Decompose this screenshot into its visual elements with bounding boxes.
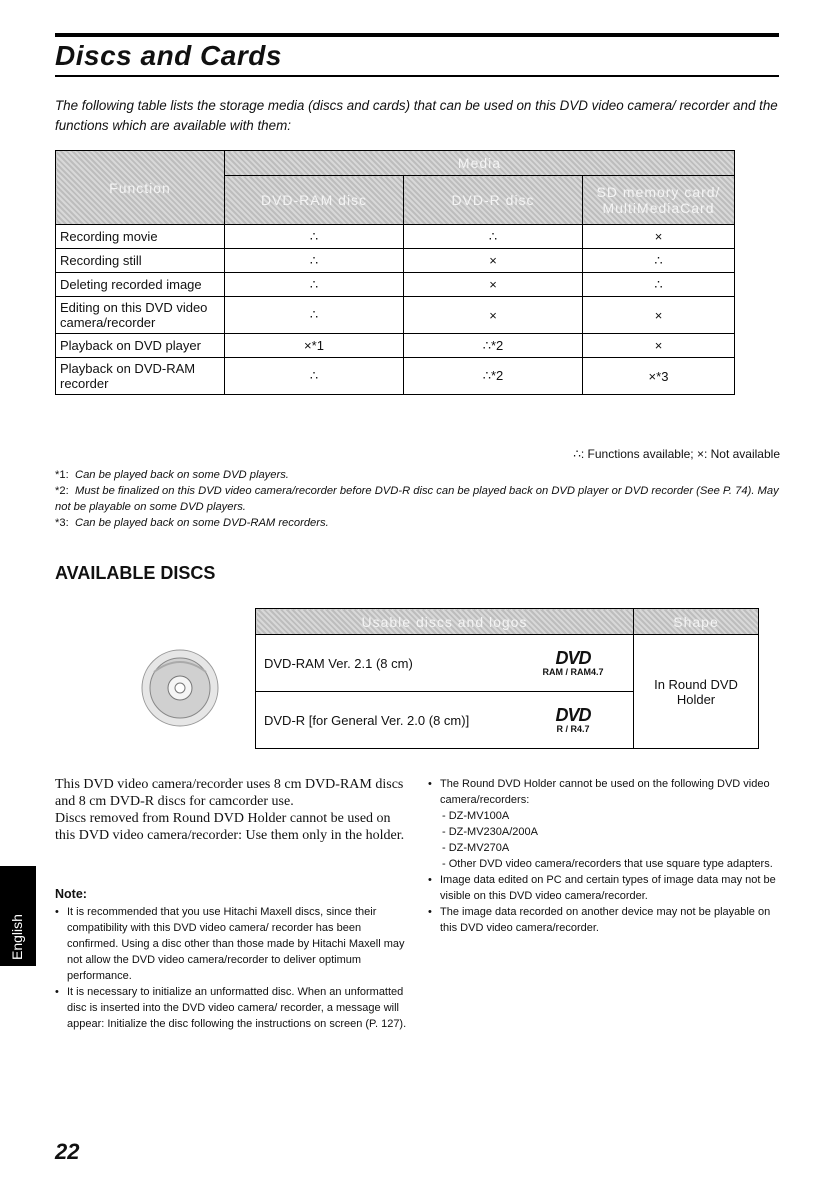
- notes-right: [428, 776, 783, 936]
- r-cell: ×: [404, 273, 583, 297]
- sd-cell: ×: [583, 334, 735, 358]
- table-row: [56, 249, 735, 273]
- logo-text: DVD: [555, 705, 591, 725]
- section-title: AVAILABLE DISCS: [55, 563, 216, 583]
- model-item: - DZ-MV270A: [442, 842, 510, 854]
- sd-cell: ∴: [583, 249, 735, 273]
- list-item: • It is recommended that you use Hitachi Maxell discs, since their compatibility with this DVD video camera/ recorder has been confirmed. Using a disc other than those made by Hitachi Maxell may not allow the DVD video camera/recorder to deliver optimum performance.: [55, 904, 407, 984]
- note-heading: Note:: [55, 887, 87, 901]
- model-item: - Other DVD video camera/recorders that use square type adapters.: [442, 858, 773, 870]
- header-function: Function: [56, 151, 225, 225]
- footnote: [55, 515, 785, 531]
- logo-text: DVD: [555, 648, 591, 668]
- dvd-r-logo-icon: [513, 692, 634, 749]
- ram-cell: ×*1: [225, 334, 404, 358]
- model-item: - DZ-MV100A: [442, 810, 510, 822]
- available-discs-table: [255, 608, 759, 749]
- table-row: [56, 273, 735, 297]
- notes-left: [55, 904, 407, 1032]
- language-tab: [0, 866, 36, 966]
- page-title: Discs and Cards: [55, 40, 282, 71]
- disc-name: DVD-R [for General Ver. 2.0 (8 cm)]: [256, 692, 514, 749]
- list-item: • The image data recorded on another device may not be playable on this DVD video camera/recorder.: [428, 904, 783, 936]
- model-item: - DZ-MV230A/200A: [442, 826, 538, 838]
- r-cell: ×: [404, 249, 583, 273]
- table-row: [256, 635, 759, 692]
- function-cell: Editing on this DVD video camera/recorder: [56, 297, 225, 334]
- header-sd-card: SD memory card/ MultiMediaCard: [583, 176, 735, 225]
- list-item: • Image data edited on PC and certain types of image data may not be visible on this DVD video camera/recorder.: [428, 872, 783, 904]
- header-dvd-r: DVD-R disc: [404, 176, 583, 225]
- footnote: [55, 483, 785, 515]
- function-cell: Deleting recorded image: [56, 273, 225, 297]
- disc-shape: In Round DVD Holder: [634, 635, 759, 749]
- r-cell: ∴*2: [404, 334, 583, 358]
- language-tab-label: English: [9, 914, 25, 960]
- ram-cell: ∴: [225, 225, 404, 249]
- ram-cell: ∴: [225, 273, 404, 297]
- footnote: [55, 467, 785, 483]
- header-shape: Shape: [634, 609, 759, 635]
- title-underline: [55, 75, 779, 77]
- function-cell: Recording still: [56, 249, 225, 273]
- disc-name: DVD-RAM Ver. 2.1 (8 cm): [256, 635, 514, 692]
- logo-sub: RAM / RAM4.7: [542, 667, 604, 677]
- page-number: 22: [55, 1139, 80, 1164]
- disc-holder-icon: [140, 648, 220, 728]
- r-cell: ∴: [404, 225, 583, 249]
- header-usable-discs: Usable discs and logos: [256, 609, 634, 635]
- footnote-key: *3:: [55, 517, 69, 529]
- footnote-text: Can be played back on some DVD players.: [75, 469, 289, 481]
- table-row: [56, 225, 735, 249]
- function-cell: Recording movie: [56, 225, 225, 249]
- table-row: [56, 358, 735, 395]
- function-cell: Playback on DVD player: [56, 334, 225, 358]
- table-row: [56, 334, 735, 358]
- top-rule: [55, 33, 779, 37]
- logo-sub: R / R4.7: [556, 724, 590, 734]
- footnote-text: Can be played back on some DVD-RAM recorders.: [75, 517, 329, 529]
- paragraph: Discs removed from Round DVD Holder cannot be used on this DVD video camera/recorder: Use them only in the holder.: [55, 811, 405, 843]
- list-item: [428, 776, 783, 872]
- sd-cell: ×: [583, 297, 735, 334]
- footnote-key: *2:: [55, 485, 69, 497]
- sd-cell: ×*3: [583, 358, 735, 395]
- r-cell: ∴*2: [404, 358, 583, 395]
- functions-table: [55, 150, 735, 395]
- function-cell: Playback on DVD-RAM recorder: [56, 358, 225, 395]
- body-text: [55, 776, 410, 844]
- ram-cell: ∴: [225, 297, 404, 334]
- footnote-key: *1:: [55, 469, 69, 481]
- footnote-text: Must be finalized on this DVD video camera/recorder before DVD-R disc can be played back on DVD player or DVD recorder (See P. 74). May not be playable on some DVD players.: [55, 485, 779, 513]
- intro-text: The following table lists the storage media (discs and cards) that can be used on this DVD video camera/ recorder and the functions which are available with them:: [55, 98, 778, 133]
- ram-cell: ∴: [225, 249, 404, 273]
- list-item-text: The Round DVD Holder cannot be used on the following DVD video camera/recorders:: [440, 778, 770, 806]
- paragraph: This DVD video camera/recorder uses 8 cm DVD-RAM discs and 8 cm DVD-R discs for camcorder use.: [55, 777, 404, 809]
- table-row: [56, 297, 735, 334]
- sd-cell: ∴: [583, 273, 735, 297]
- table-legend: ∴: Functions available; ×: Not available: [573, 447, 780, 461]
- sd-cell: ×: [583, 225, 735, 249]
- list-item: • It is necessary to initialize an unformatted disc. When an unformatted disc is inserted into the DVD video camera/ recorder, a message will appear: Initialize the disc following the instructions on screen (P. 127).: [55, 984, 407, 1032]
- ram-cell: ∴: [225, 358, 404, 395]
- footnotes: [55, 467, 785, 531]
- r-cell: ×: [404, 297, 583, 334]
- header-media: Media: [225, 151, 735, 176]
- header-dvd-ram: DVD-RAM disc: [225, 176, 404, 225]
- dvd-ram-logo-icon: [513, 635, 634, 692]
